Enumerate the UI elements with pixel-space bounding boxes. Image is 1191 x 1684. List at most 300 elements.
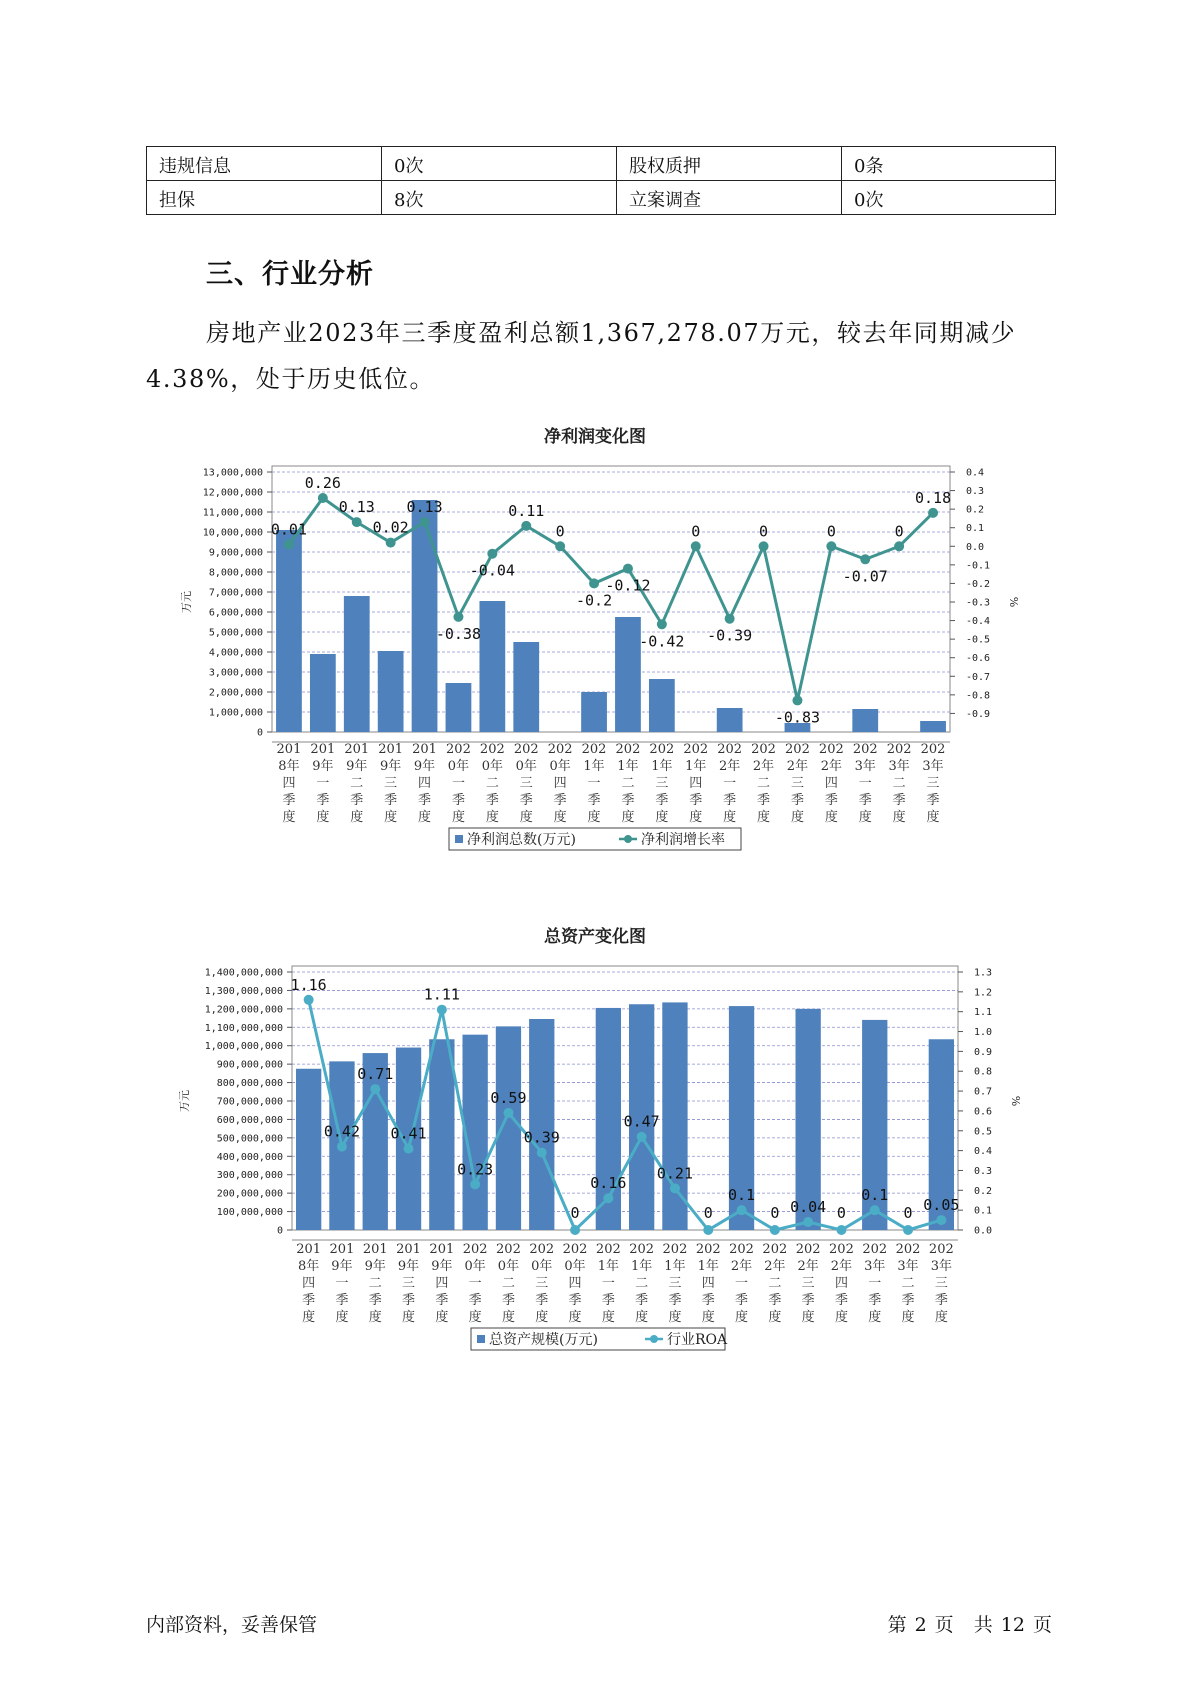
x-tick-label: 三 xyxy=(384,776,398,791)
x-tick-label: 度 xyxy=(587,810,601,825)
x-tick-label: 一 xyxy=(316,776,330,791)
x-tick-label: 202 xyxy=(446,742,471,757)
y2-tick-label: 0.4 xyxy=(974,1146,993,1158)
line-point xyxy=(792,695,802,705)
line-point xyxy=(352,517,362,527)
x-tick-label: 度 xyxy=(635,1310,649,1325)
x-tick-label: 度 xyxy=(892,810,906,825)
x-tick-label: 季 xyxy=(468,1293,482,1308)
info-table xyxy=(146,146,1056,215)
x-tick-label: 3年 xyxy=(930,1259,952,1274)
x-tick-label: 四 xyxy=(302,1276,316,1291)
x-tick-label: 三 xyxy=(790,776,804,791)
line-point xyxy=(318,493,328,503)
x-tick-label: 8年 xyxy=(298,1259,320,1274)
table-row xyxy=(147,181,1056,215)
line-point xyxy=(637,1132,647,1142)
y2-tick-label: -0.5 xyxy=(966,634,991,646)
x-tick-label: 三 xyxy=(535,1276,549,1291)
bar xyxy=(412,500,438,732)
data-label: 0 xyxy=(570,1204,580,1222)
total-prefix: 共 xyxy=(973,1614,993,1636)
x-tick-label: 201 xyxy=(362,1242,388,1257)
table-cell: 违规信息 xyxy=(147,147,382,181)
x-tick-label: 季 xyxy=(834,1293,848,1308)
y-tick-label: 500,000,000 xyxy=(216,1133,283,1145)
line-point xyxy=(836,1225,846,1235)
y-tick-label: 0 xyxy=(256,727,263,739)
bar xyxy=(378,651,404,732)
table-cell: 立案调查 xyxy=(617,181,842,215)
x-tick-label: 202 xyxy=(629,1242,655,1257)
x-tick-label: 202 xyxy=(662,1242,688,1257)
x-tick-label: 季 xyxy=(451,793,465,808)
x-tick-label: 二 xyxy=(501,1276,515,1291)
data-label: 0.05 xyxy=(923,1196,960,1215)
x-tick-label: 度 xyxy=(735,1310,749,1325)
data-label: 0.41 xyxy=(390,1124,427,1143)
line-point xyxy=(928,508,938,518)
line-point xyxy=(770,1225,780,1235)
x-tick-label: 三 xyxy=(926,776,940,791)
x-tick-label: 一 xyxy=(858,776,872,791)
data-label: 0 xyxy=(770,1204,780,1222)
line-point xyxy=(870,1205,880,1215)
data-label: 0.47 xyxy=(623,1112,660,1131)
line-point xyxy=(589,578,599,588)
x-tick-label: 2年 xyxy=(764,1259,786,1274)
line-point xyxy=(404,1144,414,1154)
bar xyxy=(581,692,607,732)
bar xyxy=(852,709,878,732)
data-label: -0.07 xyxy=(842,567,888,586)
y-tick-label: 9,000,000 xyxy=(208,547,263,559)
x-tick-label: 1年 xyxy=(664,1259,686,1274)
x-tick-label: 0年 xyxy=(515,759,537,774)
line-point xyxy=(691,541,701,551)
x-tick-label: 季 xyxy=(668,1293,682,1308)
x-tick-label: 2年 xyxy=(786,759,809,774)
data-label: 0 xyxy=(826,522,836,541)
data-label: -0.2 xyxy=(575,591,613,610)
data-label: 0 xyxy=(759,522,769,541)
x-tick-label: 季 xyxy=(282,793,296,808)
data-label: 0.16 xyxy=(590,1174,627,1193)
x-tick-label: 202 xyxy=(785,742,810,757)
data-label: 0.39 xyxy=(523,1128,560,1147)
footer-note: 内部资料，妥善保管 xyxy=(146,1614,318,1636)
x-tick-label: 季 xyxy=(350,793,364,808)
x-tick-label: 3年 xyxy=(888,759,910,774)
data-label: -0.38 xyxy=(435,624,482,643)
x-tick-label: 一 xyxy=(468,1276,482,1291)
x-tick-label: 202 xyxy=(762,1242,788,1257)
line-point xyxy=(826,541,836,551)
y2-tick-label: 0.2 xyxy=(974,1185,993,1197)
x-tick-label: 度 xyxy=(701,1310,715,1325)
table-cell: 8次 xyxy=(382,181,617,215)
x-tick-label: 二 xyxy=(621,776,635,791)
chart-title: 净利润变化图 xyxy=(544,427,646,447)
x-tick-label: 度 xyxy=(435,1310,449,1325)
x-tick-label: 季 xyxy=(553,793,567,808)
y2-tick-label: -0.1 xyxy=(966,560,991,572)
legend-label: 净利润总数(万元) xyxy=(467,832,576,848)
x-tick-label: 202 xyxy=(895,1242,921,1257)
x-tick-label: 四 xyxy=(824,776,838,791)
x-tick-label: 8年 xyxy=(278,759,300,774)
x-tick-label: 度 xyxy=(668,1310,682,1325)
y-tick-label: 11,000,000 xyxy=(202,507,263,519)
line-point xyxy=(725,614,735,624)
x-tick-label: 二 xyxy=(757,776,771,791)
x-tick-label: 度 xyxy=(868,1310,882,1325)
x-tick-label: 202 xyxy=(829,1242,854,1257)
x-tick-label: 度 xyxy=(723,810,737,825)
page-suffix: 页 xyxy=(1032,1614,1052,1636)
table-cell: 0次 xyxy=(842,181,1056,215)
x-tick-label: 三 xyxy=(402,1276,416,1291)
x-tick-label: 0年 xyxy=(464,1259,486,1274)
line-point xyxy=(737,1205,747,1215)
x-tick-label: 202 xyxy=(852,742,878,757)
data-label: 0.26 xyxy=(304,474,341,492)
y2-tick-label: -0.2 xyxy=(966,578,991,590)
line-point xyxy=(284,539,294,549)
x-tick-label: 度 xyxy=(418,810,432,825)
x-tick-label: 季 xyxy=(735,1293,749,1308)
y2-tick-label: 1.3 xyxy=(974,967,993,979)
x-tick-label: 四 xyxy=(834,1276,848,1291)
x-tick-label: 度 xyxy=(824,810,838,825)
data-label: 0 xyxy=(703,1204,713,1222)
table-row xyxy=(147,147,1056,181)
x-tick-label: 二 xyxy=(485,776,499,791)
data-label: 0.42 xyxy=(323,1122,361,1141)
y-tick-label: 300,000,000 xyxy=(216,1170,283,1182)
x-tick-label: 季 xyxy=(485,793,499,808)
data-label: 0 xyxy=(555,522,565,541)
x-tick-label: 202 xyxy=(751,742,776,757)
bar xyxy=(479,601,505,732)
x-tick-label: 度 xyxy=(553,810,567,825)
x-tick-label: 季 xyxy=(402,1293,416,1308)
page-total: 12 xyxy=(1000,1614,1025,1636)
x-tick-label: 2年 xyxy=(797,1259,819,1274)
x-tick-label: 一 xyxy=(587,776,601,791)
x-tick-label: 季 xyxy=(858,793,872,808)
x-tick-label: 季 xyxy=(901,1293,915,1308)
x-tick-label: 度 xyxy=(368,1310,382,1325)
line-point xyxy=(453,612,463,622)
x-tick-label: 度 xyxy=(768,1310,782,1325)
y-tick-label: 1,400,000,000 xyxy=(204,967,283,979)
x-tick-label: 9年 xyxy=(312,759,334,774)
x-tick-label: 202 xyxy=(513,742,539,757)
x-tick-label: 1年 xyxy=(651,759,673,774)
x-tick-label: 2年 xyxy=(752,759,775,774)
y-tick-label: 13,000,000 xyxy=(202,467,263,479)
x-tick-label: 二 xyxy=(635,1276,649,1291)
x-tick-label: 一 xyxy=(335,1276,349,1291)
data-label: -0.83 xyxy=(774,708,821,727)
x-tick-label: 三 xyxy=(655,776,669,791)
x-tick-label: 201 xyxy=(344,742,370,757)
y-tick-label: 8,000,000 xyxy=(208,567,263,579)
line-point xyxy=(386,538,396,548)
x-tick-label: 季 xyxy=(801,1293,815,1308)
legend-line-marker xyxy=(650,1335,658,1343)
data-label: 1.11 xyxy=(423,985,460,1004)
x-tick-label: 3年 xyxy=(922,759,944,774)
total-assets-chart xyxy=(0,920,1191,1390)
line-point xyxy=(521,521,531,531)
y2-tick-label: 0.1 xyxy=(966,523,985,535)
y-tick-label: 0 xyxy=(276,1225,283,1237)
x-tick-label: 季 xyxy=(868,1293,882,1308)
y2-tick-label: 0.6 xyxy=(974,1106,993,1118)
data-label: 0.21 xyxy=(656,1164,694,1183)
x-tick-label: 202 xyxy=(683,742,709,757)
x-tick-label: 三 xyxy=(668,1276,682,1291)
y-tick-label: 1,000,000 xyxy=(208,707,263,719)
y-tick-label: 10,000,000 xyxy=(202,527,263,539)
bar xyxy=(795,1009,820,1230)
x-tick-label: 9年 xyxy=(413,759,436,774)
x-tick-label: 二 xyxy=(350,776,364,791)
x-tick-label: 201 xyxy=(412,742,437,757)
x-tick-label: 2年 xyxy=(730,1259,753,1274)
x-tick-label: 201 xyxy=(276,742,302,757)
x-tick-label: 一 xyxy=(451,776,465,791)
x-tick-label: 202 xyxy=(562,1242,588,1257)
x-tick-label: 1年 xyxy=(583,759,605,774)
x-tick-label: 度 xyxy=(801,1310,815,1325)
y-tick-label: 6,000,000 xyxy=(208,607,263,619)
line-point xyxy=(437,1005,447,1015)
y-tick-label: 4,000,000 xyxy=(208,647,263,659)
x-tick-label: 二 xyxy=(368,1276,382,1291)
net-profit-chart xyxy=(0,420,1191,880)
y-tick-label: 100,000,000 xyxy=(216,1207,283,1219)
bar xyxy=(717,708,743,732)
x-tick-label: 季 xyxy=(926,793,940,808)
data-label: -0.42 xyxy=(639,632,685,651)
y-tick-label: 700,000,000 xyxy=(216,1096,283,1108)
x-tick-label: 度 xyxy=(568,1310,582,1325)
line-point xyxy=(537,1148,547,1158)
data-label: 0.18 xyxy=(914,488,952,507)
x-tick-label: 201 xyxy=(329,1242,355,1257)
legend-label: 总资产规模(万元) xyxy=(489,1332,598,1348)
x-tick-label: 9年 xyxy=(380,759,402,774)
data-label: 0.1 xyxy=(728,1186,756,1205)
data-label: -0.04 xyxy=(469,561,515,580)
bar xyxy=(296,1069,321,1230)
x-tick-label: 202 xyxy=(818,742,844,757)
data-label: 0 xyxy=(894,522,904,541)
y-tick-label: 12,000,000 xyxy=(202,487,263,499)
x-tick-label: 度 xyxy=(535,1310,549,1325)
x-tick-label: 201 xyxy=(296,1242,322,1257)
y-tick-label: 1,300,000,000 xyxy=(204,985,283,997)
x-tick-label: 度 xyxy=(655,810,669,825)
x-tick-label: 3年 xyxy=(864,1259,886,1274)
x-tick-label: 2年 xyxy=(719,759,741,774)
y2-tick-label: 0.0 xyxy=(966,541,985,553)
x-tick-label: 202 xyxy=(649,742,675,757)
x-tick-label: 度 xyxy=(451,810,465,825)
y2-tick-label: 0.2 xyxy=(966,504,985,516)
page-mid: 页 xyxy=(934,1614,954,1636)
y-tick-label: 5,000,000 xyxy=(208,627,263,639)
bar xyxy=(496,1026,521,1230)
x-tick-label: 0年 xyxy=(564,1259,586,1274)
x-tick-label: 2年 xyxy=(830,1259,853,1274)
x-tick-label: 季 xyxy=(621,793,635,808)
y2-tick-label: 1.2 xyxy=(974,987,993,999)
x-tick-label: 201 xyxy=(310,742,336,757)
line-point xyxy=(703,1225,713,1235)
line-point xyxy=(903,1225,913,1235)
bar xyxy=(649,679,675,732)
x-tick-label: 度 xyxy=(335,1310,349,1325)
legend-bar-swatch xyxy=(455,835,463,843)
x-tick-label: 四 xyxy=(435,1276,449,1291)
y-tick-label: 1,100,000,000 xyxy=(204,1022,283,1034)
bar xyxy=(529,1019,554,1230)
table-cell: 担保 xyxy=(147,181,382,215)
data-label: -0.12 xyxy=(605,576,651,595)
x-tick-label: 四 xyxy=(689,776,703,791)
y-tick-label: 600,000,000 xyxy=(216,1114,283,1126)
line-point xyxy=(370,1084,380,1094)
y-tick-label: 1,000,000,000 xyxy=(204,1041,283,1053)
x-tick-label: 季 xyxy=(501,1293,515,1308)
x-tick-label: 四 xyxy=(568,1276,582,1291)
x-tick-label: 度 xyxy=(519,810,533,825)
x-tick-label: 0年 xyxy=(481,759,503,774)
page-number xyxy=(884,1610,1056,1637)
paragraph: 房地产业2023年三季度盈利总额1,367,278.07万元，较去年同期减少4.38%，处于历史低位。 xyxy=(146,319,1017,393)
x-tick-label: 度 xyxy=(501,1310,515,1325)
legend-label: 净利润增长率 xyxy=(641,832,725,848)
page-current: 2 xyxy=(914,1614,927,1636)
x-tick-label: 度 xyxy=(858,810,872,825)
bar xyxy=(276,530,302,732)
line-point xyxy=(304,995,314,1005)
data-label: 0.59 xyxy=(490,1088,527,1107)
x-tick-label: 1年 xyxy=(631,1259,653,1274)
x-tick-label: 1年 xyxy=(597,1259,619,1274)
x-tick-label: 202 xyxy=(529,1242,555,1257)
x-tick-label: 季 xyxy=(601,1293,615,1308)
data-label: 0.13 xyxy=(338,498,375,517)
x-tick-label: 度 xyxy=(282,810,296,825)
line-point xyxy=(420,517,430,527)
y2-tick-label: -0.9 xyxy=(966,708,991,720)
data-label: 1.16 xyxy=(290,975,327,994)
x-tick-label: 202 xyxy=(862,1242,888,1257)
x-tick-label: 三 xyxy=(934,1276,948,1291)
y2-tick-label: 0.0 xyxy=(974,1225,993,1237)
y2-axis-label: % xyxy=(1009,1095,1022,1107)
data-label: 0 xyxy=(691,522,701,541)
bar xyxy=(446,683,472,732)
x-tick-label: 三 xyxy=(801,1276,815,1291)
line-point xyxy=(603,1193,613,1203)
x-tick-label: 202 xyxy=(695,1242,721,1257)
bar xyxy=(513,642,539,732)
y2-tick-label: 1.1 xyxy=(974,1007,993,1019)
bar xyxy=(429,1039,454,1230)
data-label: 0.23 xyxy=(457,1160,494,1179)
y-tick-label: 3,000,000 xyxy=(208,667,263,679)
x-tick-label: 0年 xyxy=(531,1259,553,1274)
x-tick-label: 1年 xyxy=(617,759,639,774)
legend-label: 行业ROA xyxy=(667,1332,728,1348)
data-label: 0.13 xyxy=(406,498,443,517)
x-tick-label: 度 xyxy=(834,1310,848,1325)
x-tick-label: 四 xyxy=(418,776,432,791)
x-tick-label: 季 xyxy=(302,1293,316,1308)
legend-line-marker xyxy=(624,835,632,843)
x-tick-label: 9年 xyxy=(397,1259,420,1274)
y2-tick-label: -0.4 xyxy=(966,616,991,628)
data-label: 0.01 xyxy=(270,520,308,539)
x-tick-label: 度 xyxy=(468,1310,482,1325)
data-label: 0 xyxy=(836,1204,846,1222)
x-tick-label: 季 xyxy=(335,1293,349,1308)
x-tick-label: 季 xyxy=(384,793,398,808)
x-tick-label: 0年 xyxy=(447,759,470,774)
y-tick-label: 800,000,000 xyxy=(216,1078,283,1090)
net-profit-chart-svg xyxy=(0,420,1191,880)
y2-tick-label: -0.6 xyxy=(966,653,991,665)
x-tick-label: 一 xyxy=(601,1276,615,1291)
x-tick-label: 一 xyxy=(868,1276,882,1291)
y2-tick-label: -0.8 xyxy=(966,690,991,702)
x-tick-label: 201 xyxy=(396,1242,421,1257)
x-tick-label: 度 xyxy=(402,1310,416,1325)
line-point xyxy=(860,554,870,564)
page-prefix: 第 xyxy=(887,1614,907,1636)
x-tick-label: 季 xyxy=(757,793,771,808)
x-tick-label: 度 xyxy=(901,1310,915,1325)
data-label: 0.71 xyxy=(357,1065,394,1084)
y2-tick-label: 0.3 xyxy=(966,486,985,498)
line-point xyxy=(670,1183,680,1193)
x-tick-label: 202 xyxy=(479,742,505,757)
x-tick-label: 202 xyxy=(729,1242,754,1257)
x-tick-label: 季 xyxy=(892,793,906,808)
x-tick-label: 202 xyxy=(717,742,743,757)
x-tick-label: 度 xyxy=(485,810,499,825)
chart-title: 总资产变化图 xyxy=(544,927,646,947)
x-tick-label: 1年 xyxy=(697,1259,719,1274)
line-point xyxy=(803,1217,813,1227)
x-tick-label: 季 xyxy=(934,1293,948,1308)
x-tick-label: 度 xyxy=(601,1310,615,1325)
x-tick-label: 0年 xyxy=(497,1259,520,1274)
y-tick-label: 1,200,000,000 xyxy=(204,1004,283,1016)
x-tick-label: 二 xyxy=(892,776,906,791)
data-label: 0.02 xyxy=(372,518,409,537)
x-tick-label: 季 xyxy=(418,793,432,808)
y2-tick-label: 0.9 xyxy=(974,1046,993,1058)
y2-tick-label: 0.4 xyxy=(966,467,985,479)
x-tick-label: 季 xyxy=(587,793,601,808)
